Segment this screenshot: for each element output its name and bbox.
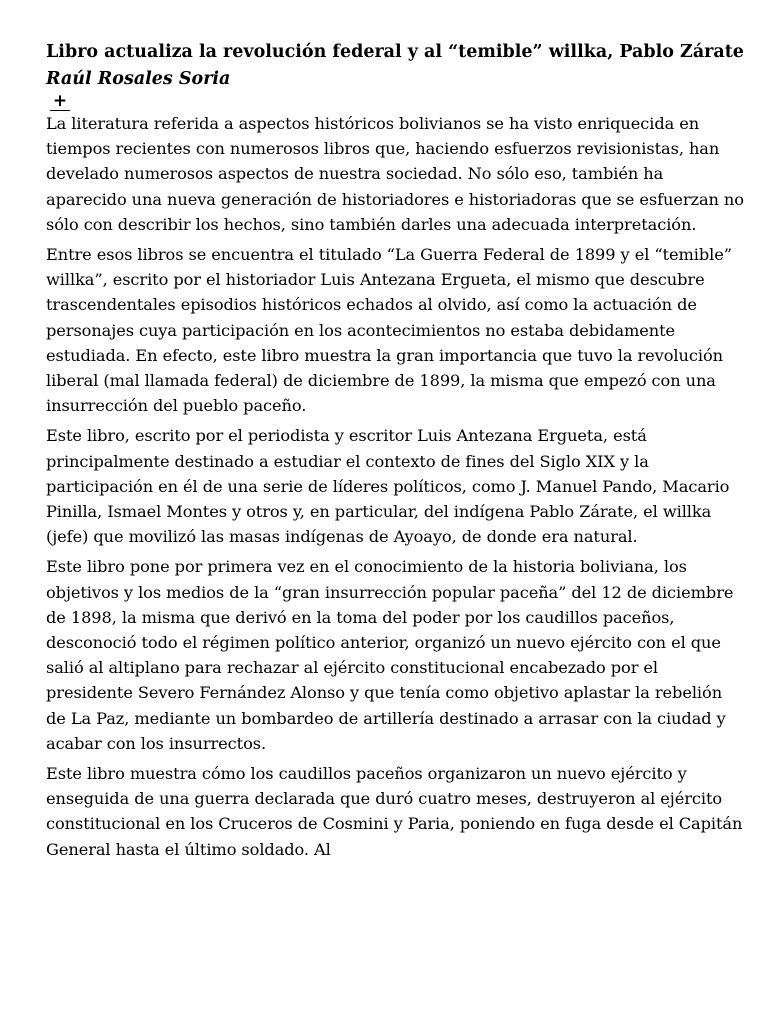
paragraph-5: Este libro muestra cómo los caudillos paceños organizaron un nuevo ejército y enseguida de una guerra declarada que duró cuatro meses, destruyeron al ejército constitucional en los Cruceros de Cosmini y Paria, poniendo en fuga desde el Capitán General hasta el último soldado. Al bbox=[46, 764, 743, 859]
document-page bbox=[46, 40, 746, 867]
paragraph-4: Este libro pone por primera vez en el conocimiento de la historia boliviana, los objetivos y los medios de la “gran insurrección popular paceña” del 12 de diciembre de 1898, la misma que derivó en la toma del poder por los caudillos paceños, desconoció todo el régimen político anterior, organizó un nuevo ejército con el que salió al altiplano para rechazar al ejército constitucional encabezado por el presidente Severo Fernández Alonso y que tenía como objetivo aplastar la rebelión de La Paz, mediante un bombardeo de artillería destinado a arrasar con la ciudad y acabar con los insurrectos. bbox=[46, 557, 734, 753]
plus-marker: + bbox=[50, 92, 70, 111]
paragraph-3: Este libro, escrito por el periodista y escritor Luis Antezana Ergueta, está principalmente destinado a estudiar el contexto de fines del Siglo XIX y la participación en él de una serie de líderes políticos, como J. Manuel Pando, Macario Pinilla, Ismael Montes y otros y, en particular, del indígena Pablo Zárate, el willka (jefe) que movilizó las masas indígenas de Ayoayo, de donde era natural. bbox=[46, 426, 730, 547]
article-author: Raúl Rosales Soria bbox=[46, 69, 231, 89]
paragraph-2: Entre esos libros se encuentra el titulado “La Guerra Federal de 1899 y el “temible” willka”, escrito por el historiador Luis Antezana Ergueta, el mismo que descubre trascendentales episodios históricos echados al olvido, así como la actuación de personajes cuya participación en los acontecimientos no estaba debidamente estudiada. En efecto, este libro muestra la gran importancia que tuvo la revolución liberal (mal llamada federal) de diciembre de 1899, la misma que empezó con una insurrección del pueblo paceño. bbox=[46, 245, 732, 416]
paragraph-1: La literatura referida a aspectos históricos bolivianos se ha visto enriquecida en tiempos recientes con numerosos libros que, haciendo esfuerzos revisionistas, han develado numerosos aspectos de nuestra sociedad. No sólo eso, también ha aparecido una nueva generación de historiadores e historiadoras que se esfuerzan no sólo con describir los hechos, sino también darles una adecuada interpretación. bbox=[46, 114, 744, 234]
article-title: Libro actualiza la revolución federal y al “temible” willka, Pablo Zárate bbox=[46, 42, 744, 62]
article-body bbox=[46, 111, 746, 862]
